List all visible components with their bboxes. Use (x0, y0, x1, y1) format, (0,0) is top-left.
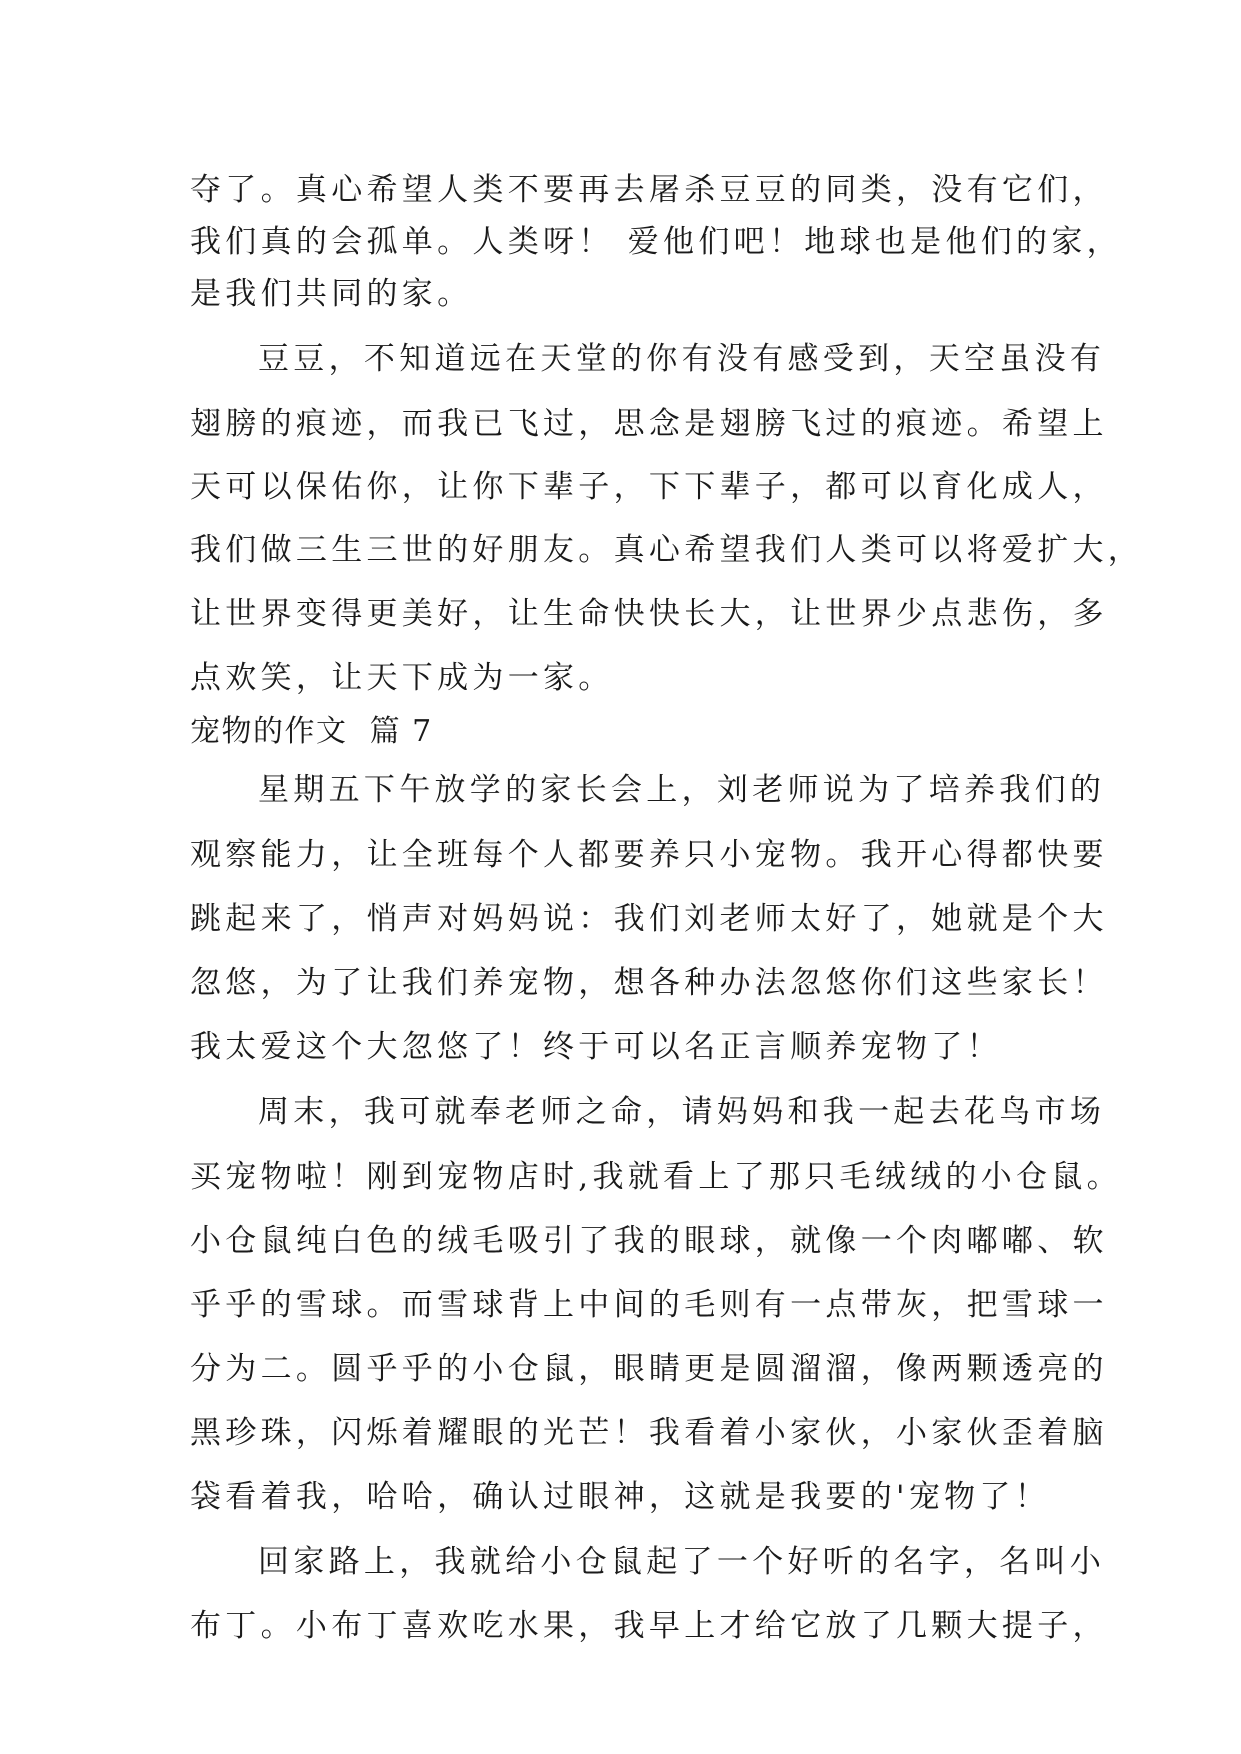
text-line: 翅膀的痕迹，而我已飞过，思念是翅膀飞过的痕迹。希望上 (190, 406, 1108, 442)
text-line: 我太爱这个大忽悠了！终于可以名正言顺养宠物了！ (190, 1029, 1002, 1065)
text-line: 回家路上，我就给小仓鼠起了一个好听的名字，名叫小 (258, 1544, 1106, 1580)
text-line: 点欢笑，让天下成为一家。 (190, 660, 614, 696)
text-line: 跳起来了，悄声对妈妈说：我们刘老师太好了，她就是个大 (190, 901, 1108, 937)
text-line: 周末，我可就奉老师之命，请妈妈和我一起去花鸟市场 (258, 1094, 1106, 1130)
text-line: 夺了。真心希望人类不要再去屠杀豆豆的同类，没有它们， (190, 172, 1108, 208)
text-line: 分为二。圆乎乎的小仓鼠，眼睛更是圆溜溜，像两颗透亮的 (190, 1351, 1108, 1387)
text-line: 我们做三生三世的好朋友。真心希望我们人类可以将爱扩大， (190, 532, 1144, 568)
text-line: 乎乎的雪球。而雪球背上中间的毛则有一点带灰，把雪球一 (190, 1287, 1108, 1323)
text-line: 观察能力，让全班每个人都要养只小宠物。我开心得都快要 (190, 837, 1108, 873)
text-line: 小仓鼠纯白色的绒毛吸引了我的眼球，就像一个肉嘟嘟、软 (190, 1223, 1108, 1259)
text-line: 买宠物啦！刚到宠物店时,我就看上了那只毛绒绒的小仓鼠。 (190, 1159, 1122, 1195)
text-line: 我们真的会孤单。人类呀！ 爱他们吧！地球也是他们的家， (190, 224, 1122, 260)
section-heading: 宠物的作文 篇 7 (190, 714, 433, 749)
text-line: 让世界变得更美好，让生命快快长大，让世界少点悲伤，多 (190, 596, 1108, 632)
text-line: 忽悠，为了让我们养宠物，想各种办法忽悠你们这些家长！ (190, 965, 1108, 1001)
text-line: 豆豆，不知道远在天堂的你有没有感受到，天空虽没有 (258, 341, 1106, 377)
text-line: 是我们共同的家。 (190, 276, 473, 312)
text-line: 天可以保佑你，让你下辈子，下下辈子，都可以育化成人， (190, 469, 1108, 505)
text-line: 布丁。小布丁喜欢吃水果，我早上才给它放了几颗大提子， (190, 1608, 1108, 1644)
text-line: 袋看着我，哈哈，确认过眼神，这就是我要的'宠物了！ (190, 1479, 1051, 1515)
text-line: 星期五下午放学的家长会上，刘老师说为了培养我们的 (258, 772, 1106, 808)
text-line: 黑珍珠，闪烁着耀眼的光芒！我看着小家伙，小家伙歪着脑 (190, 1415, 1108, 1451)
